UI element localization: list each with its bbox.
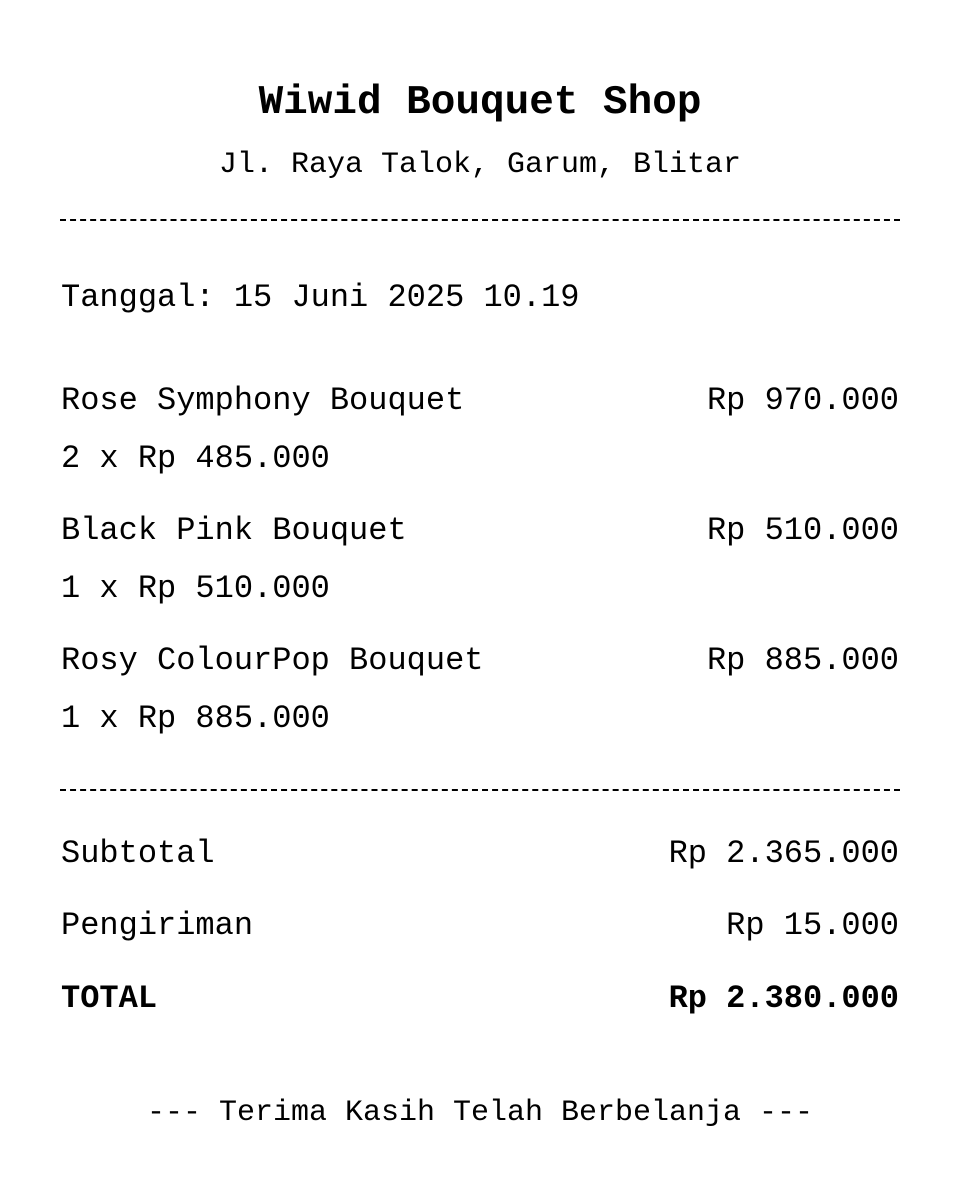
total-label: TOTAL <box>61 980 158 1017</box>
item-name: Black Pink Bouquet <box>61 512 407 549</box>
shipping-value: Rp 15.000 <box>726 907 899 944</box>
shipping-label: Pengiriman <box>61 907 254 944</box>
item-amount: Rp 885.000 <box>706 642 899 679</box>
item-detail: 1 x Rp 885.000 <box>61 700 330 737</box>
item-name: Rose Symphony Bouquet <box>61 382 465 419</box>
summary-divider <box>60 789 900 791</box>
subtotal-value: Rp 2.365.000 <box>668 835 899 872</box>
subtotal-label: Subtotal <box>61 835 215 872</box>
date-line: Tanggal: 15 Juni 2025 10.19 <box>61 279 580 316</box>
shop-name: Wiwid Bouquet Shop <box>258 80 702 126</box>
top-divider <box>60 219 900 221</box>
item-amount: Rp 510.000 <box>706 512 899 549</box>
item-detail: 1 x Rp 510.000 <box>61 570 330 607</box>
shop-address: Jl. Raya Talok, Garum, Blitar <box>218 148 742 182</box>
item-amount: Rp 970.000 <box>706 382 899 419</box>
thank-you-footer: --- Terima Kasih Telah Berbelanja --- <box>146 1096 814 1130</box>
item-name: Rosy ColourPop Bouquet <box>61 642 484 679</box>
item-detail: 2 x Rp 485.000 <box>61 440 330 477</box>
total-value: Rp 2.380.000 <box>668 980 899 1017</box>
